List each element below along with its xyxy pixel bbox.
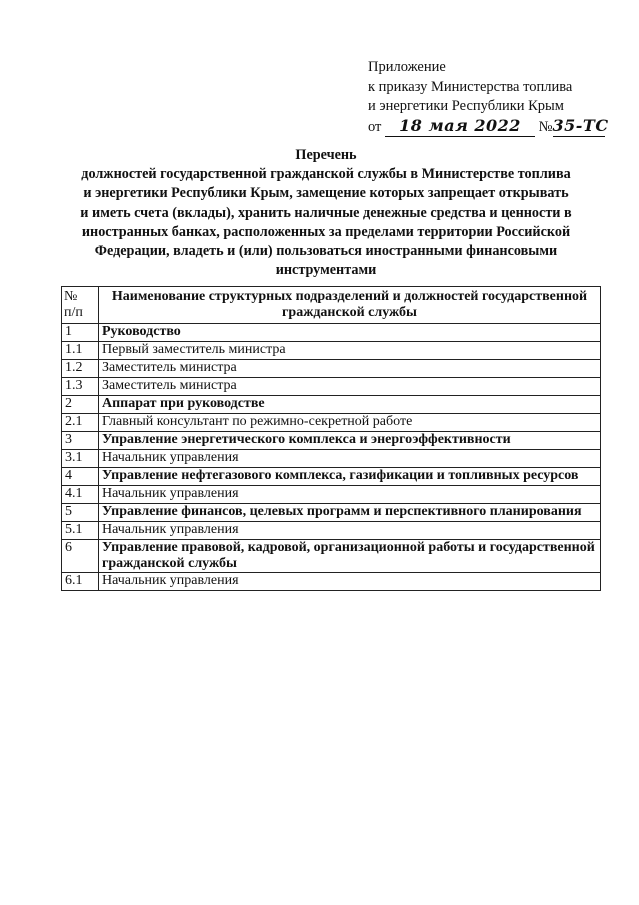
row-number: 1.3 — [62, 378, 99, 396]
section-name: Управление нефтегазового комплекса, газификации и топливных ресурсов — [99, 468, 601, 486]
date-field — [385, 117, 535, 137]
handwritten-date: 18 мая 2022 — [399, 115, 521, 135]
position-name: Начальник управления — [99, 486, 601, 504]
header-name: Наименование структурных подразделений и должностей государственной гражданской службы — [99, 287, 601, 324]
title-line-4: иностранных банках, расположенных за пределами территории Российской — [81, 223, 571, 240]
number-prefix: № — [538, 118, 553, 135]
table-row-position — [62, 414, 601, 432]
position-name: Начальник управления — [99, 573, 601, 591]
section-name: Управление финансов, целевых программ и перспективного планирования — [99, 504, 601, 522]
table-row-section — [62, 540, 601, 573]
table-row-section — [62, 468, 601, 486]
table-row-position — [62, 360, 601, 378]
position-name: Заместитель министра — [99, 378, 601, 396]
title-line-1: должностей государственной гражданской службы в Министерстве топлива — [81, 166, 571, 183]
positions-table — [61, 286, 601, 591]
row-number: 6.1 — [62, 573, 99, 591]
title-line-6: инструментами — [275, 262, 377, 279]
table-row-section — [62, 504, 601, 522]
appendix-line-3: и энергетики Республики Крым — [368, 98, 564, 114]
appendix-block — [368, 58, 608, 137]
table-row-position — [62, 522, 601, 540]
table-row-position — [62, 486, 601, 504]
table-row-position — [62, 573, 601, 591]
handwritten-number: 35-ТС — [552, 115, 609, 135]
position-name: Заместитель министра — [99, 360, 601, 378]
row-number: 3.1 — [62, 450, 99, 468]
row-number: 2.1 — [62, 414, 99, 432]
row-number: 4 — [62, 468, 99, 486]
title-line-3: и иметь счета (вклады), хранить наличные денежные средства и ценности в — [80, 204, 572, 221]
title-heading: Перечень — [295, 147, 357, 163]
document-title — [52, 146, 600, 280]
table-row-position — [62, 378, 601, 396]
table-row-section — [62, 432, 601, 450]
row-number: 5 — [62, 504, 99, 522]
table-header-row — [62, 287, 601, 324]
table-row-section — [62, 324, 601, 342]
row-number: 2 — [62, 396, 99, 414]
header-number-symbol: № — [64, 289, 78, 304]
row-number: 3 — [62, 432, 99, 450]
section-name: Аппарат при руководстве — [99, 396, 601, 414]
row-number: 1 — [62, 324, 99, 342]
table-row-section — [62, 396, 601, 414]
date-prefix: от — [368, 118, 382, 135]
table-row-position — [62, 450, 601, 468]
header-number — [62, 287, 99, 324]
title-line-2: и энергетики Республики Крым, замещение которых запрещает открывать — [83, 185, 569, 202]
appendix-line-1: Приложение — [368, 59, 446, 75]
position-name: Начальник управления — [99, 450, 601, 468]
position-name: Первый заместитель министра — [99, 342, 601, 360]
table-body — [62, 324, 601, 591]
row-number: 5.1 — [62, 522, 99, 540]
section-name: Управление энергетического комплекса и энергоэффективности — [99, 432, 601, 450]
row-number: 1.1 — [62, 342, 99, 360]
row-number: 1.2 — [62, 360, 99, 378]
appendix-date-line — [368, 117, 608, 137]
header-number-abbr: п/п — [64, 305, 83, 320]
table-row-position — [62, 342, 601, 360]
position-name: Главный консультант по режимно-секретной работе — [99, 414, 601, 432]
position-name: Начальник управления — [99, 522, 601, 540]
title-line-5: Федерации, владеть и (или) пользоваться иностранными финансовыми — [94, 243, 558, 260]
number-field — [552, 115, 609, 137]
section-name: Руководство — [99, 324, 601, 342]
row-number: 4.1 — [62, 486, 99, 504]
appendix-line-2: к приказу Министерства топлива — [368, 78, 573, 95]
section-name: Управление правовой, кадровой, организационной работы и государственной гражданской службы — [99, 540, 601, 573]
row-number: 6 — [62, 540, 99, 573]
